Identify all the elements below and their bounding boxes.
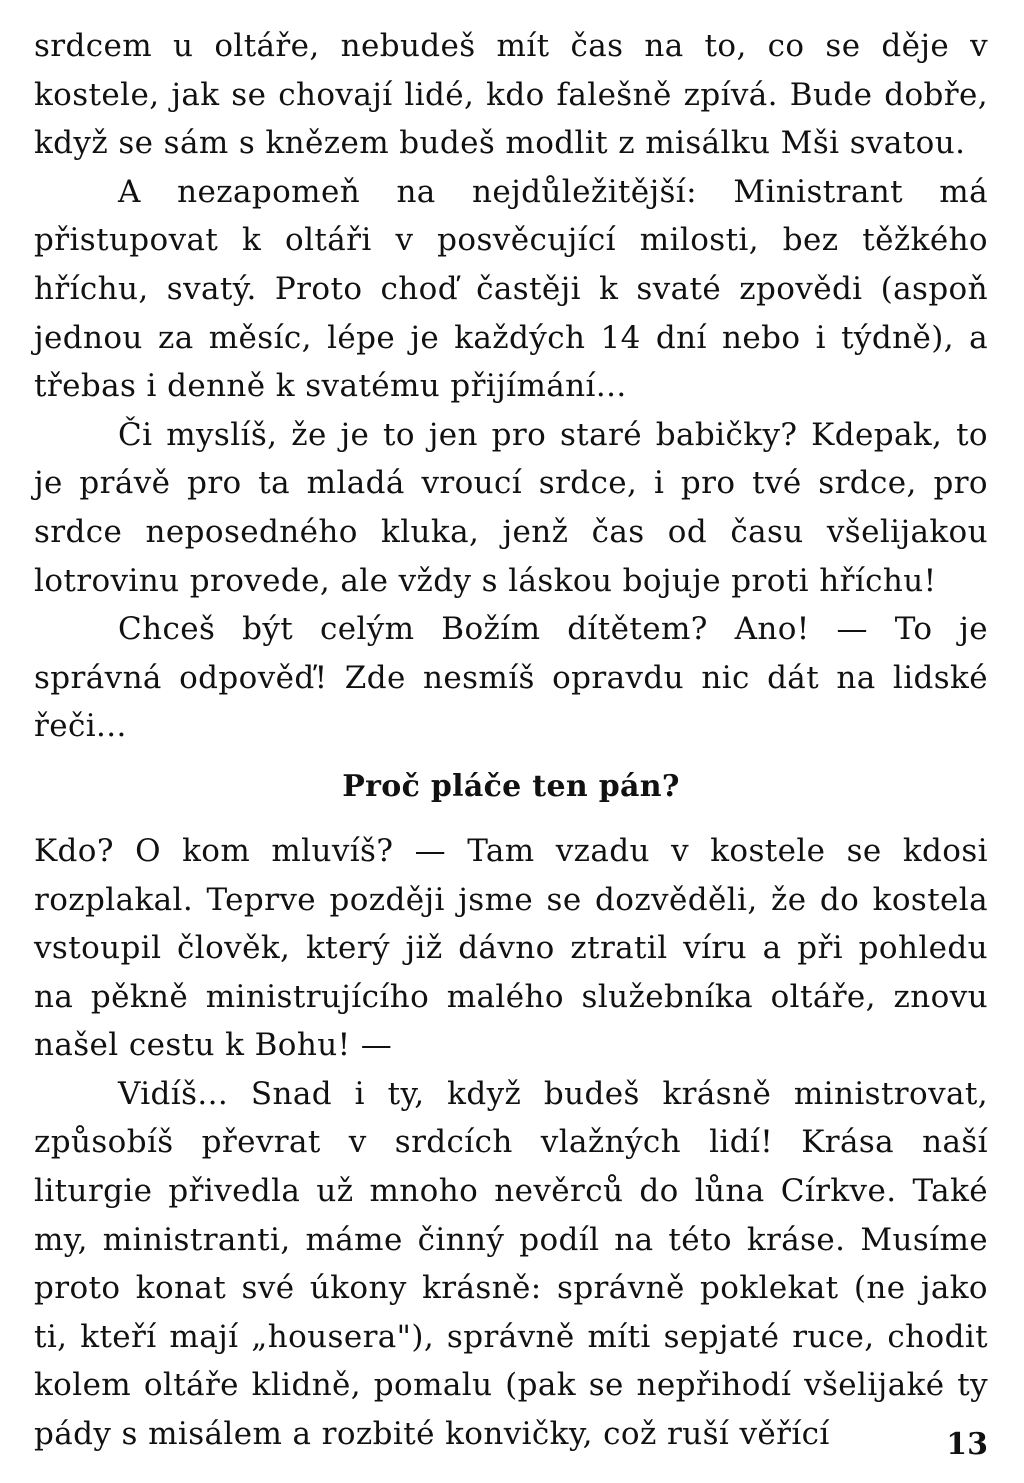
paragraph-4: Chceš být celým Božím dítětem? Ano! — To je správná odpověď! Zde nesmíš opravdu nic dát na lidské řeči... <box>34 611 988 745</box>
page-number: 13 <box>946 1427 988 1462</box>
paragraph-3: Či myslíš, že je to jen pro staré babičky? Kdepak, to je právě pro ta mladá vroucí srdce, i pro tvé srdce, pro srdce neposedného kluka, jenž čas od času všelijakou lotrovinu provede, ale vždy s láskou bojuje proti hříchu! <box>34 416 988 599</box>
paragraph-5: Kdo? O kom mluvíš? — Tam vzadu v kostele se kdosi rozplakal. Teprve později jsme se dozvěděli, že do kostela vstoupil člověk, který již dávno ztratil víru a při pohledu na pěkně ministrujícího malého služebníka oltáře, znovu našel cestu k Bohu! — <box>34 832 988 1064</box>
paragraph-1: srdcem u oltáře, nebudeš mít čas na to, co se děje v kostele, jak se chovají lidé, kdo falešně zpívá. Bude dobře, když se sám s knězem budeš modlit z misálku Mši svatou. <box>34 28 988 162</box>
paragraph-6: Vidíš... Snad i ty, když budeš krásně ministrovat, způsobíš převrat v srdcích vlažných lidí! Krása naší liturgie přivedla už mnoho nevěrců do lůna Církve. Také my, ministranti, máme činný podíl na této kráse. Musíme proto konat své úkony krásně: správně poklekat (ne jako ti, kteří mají „housera"), správně míti sepjaté ruce, chodit kolem oltáře klidně, pomalu (pak se nepřihodí všelijaké ty pády s misálem a rozbité konvičky, což ruší věřící <box>34 1075 988 1453</box>
section-heading: Proč pláče ten pán? <box>342 768 680 804</box>
paragraph-2: A nezapomeň na nejdůležitější: Ministrant má přistupovat k oltáři v posvěcující milosti, bez těžkého hříchu, svatý. Proto choď častěji k svaté zpovědi (aspoň jednou za měsíc, lépe je každých 14 dní nebo i týdně), a třebas i denně k svatému přijímání... <box>34 173 988 405</box>
book-page <box>34 22 988 1462</box>
